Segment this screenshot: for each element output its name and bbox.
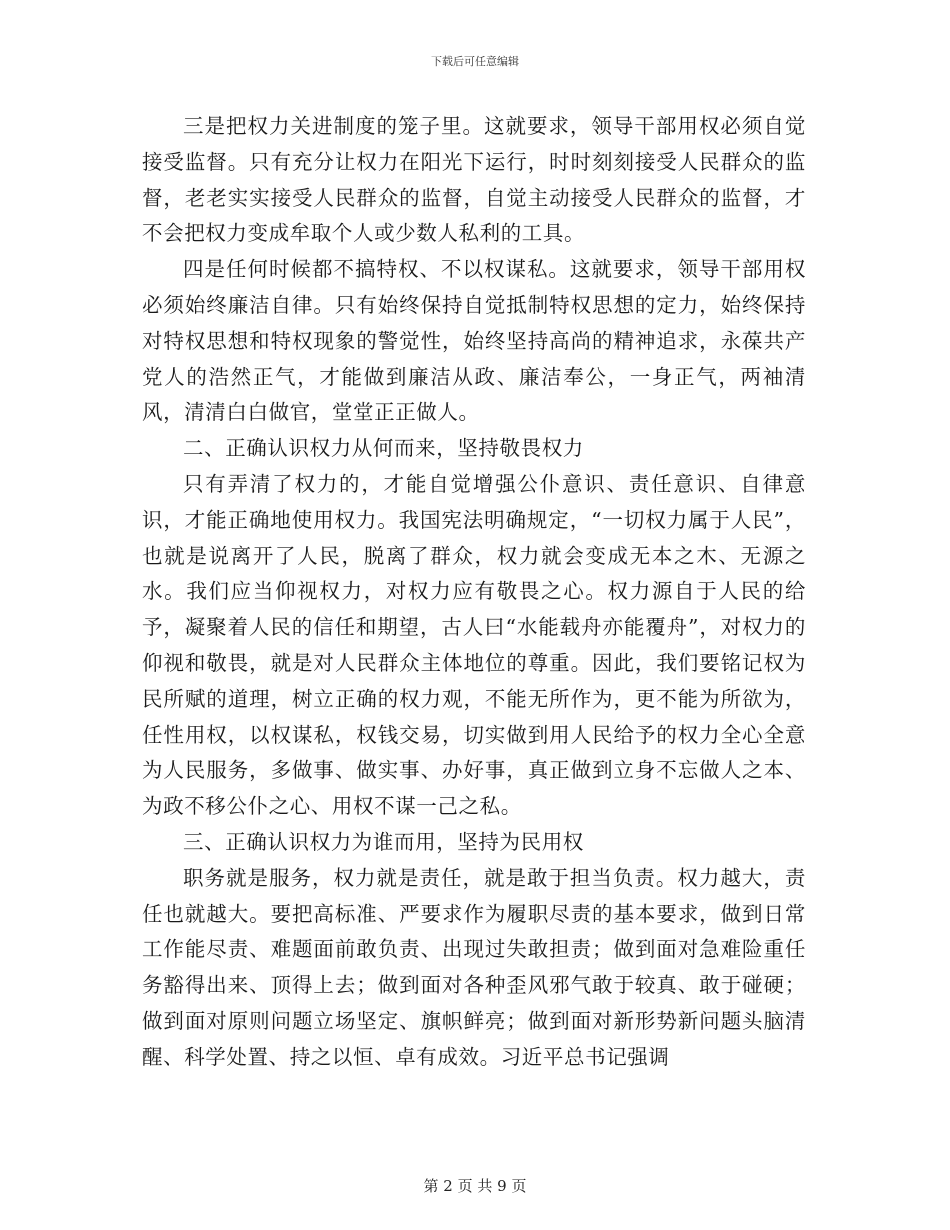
section-heading-3: 三、正确认识权力为谁而用，坚持为民用权 <box>183 829 584 854</box>
section-heading-2: 二、正确认识权力从何而来，坚持敬畏权力 <box>183 436 584 461</box>
paragraph-no-privilege: 四是任何时候都不搞特权、不以权谋私。这就要求，领导干部用权必须始终廉洁自律。只有始终保持自觉抵制特权思想的定力，始终保持对特权思想和特权现象的警觉性，始终坚持高尚的精神追求，永葆共产党人的浩然正气，才能做到廉洁从政、廉洁奉公，一身正气，两袖清风，清清白白做官，堂堂正正做人。 <box>142 257 806 425</box>
paragraph-power-origin: 只有弄清了权力的，才能自觉增强公仆意识、责任意识、自律意识，才能正确地使用权力。我国宪法明确规定，“一切权力属于人民”，也就是说离开了人民，脱离了群众，权力就会变成无本之木、无源之水。我们应当仰视权力，对权力应有敬畏之心。权力源自于人民的给予，凝聚着人民的信任和期望，古人曰“水能载舟亦能覆舟”，对权力的仰视和敬畏，就是对人民群众主体地位的尊重。因此，我们要铭记权为民所赋的道理，树立正确的权力观，不能无所作为，更不能为所欲为，任性用权，以权谋私，权钱交易，切实做到用人民给予的权力全心全意为人民服务，多做事、做实事、办好事，真正做到立身不忘做人之本、为政不移公仆之心、用权不谋一己之私。 <box>142 471 806 819</box>
document-body <box>142 109 806 1076</box>
paragraph-supervision: 三是把权力关进制度的笼子里。这就要求，领导干部用权必须自觉接受监督。只有充分让权力在阳光下运行，时时刻刻接受人民群众的监督，老老实实接受人民群众的监督，自觉主动接受人民群众的监督，才不会把权力变成牟取个人或少数人私利的工具。 <box>142 114 806 246</box>
header-note: 下载后可任意编辑 <box>431 55 519 68</box>
paragraph-duty: 职务就是服务，权力就是责任，就是敢于担当负责。权力越大，责任也就越大。要把高标准、严要求作为履职尽责的基本要求，做到日常工作能尽责、难题面前敢负责、出现过失敢担责；做到面对急难险重任务豁得出来、顶得上去；做到面对各种歪风邪气敢于较真、敢于碰硬；做到面对原则问题立场坚定、旗帜鲜亮；做到面对新形势新问题头脑清醒、科学处置、持之以恒、卓有成效。习近平总书记强调 <box>142 865 806 1069</box>
page-number: 第 2 页 共 9 页 <box>423 1177 527 1195</box>
